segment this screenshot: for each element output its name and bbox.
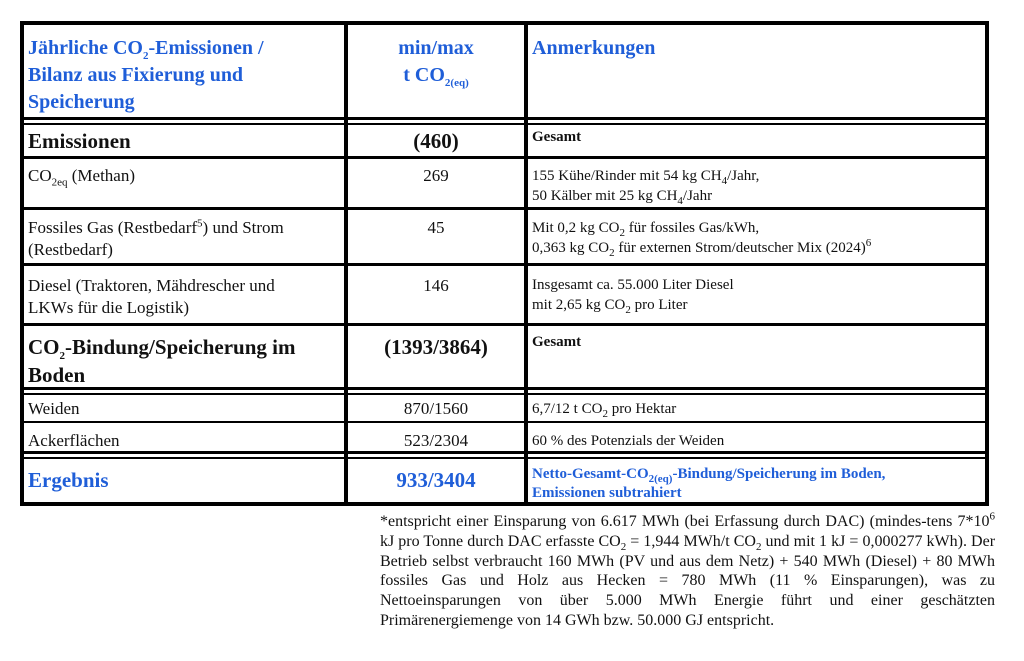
row-weiden-value: 870/1560 xyxy=(403,399,469,418)
row-weiden-note: 6,7/12 t $CO_2$ pro Hektar xyxy=(532,401,677,420)
footnote-text: *entspricht einer Einsparung von 6.617 MWh (bei Erfassung durch DAC) (mindes-tens $7*10^6$ kJ pro Tonne durch DAC erfasste $CO_2 = 1,944$ MWh/t $CO_2$ und mit 1 kJ = 0,000277 kWh). Der Betrieb selbst verbraucht 160 MWh (PV und aus dem Netz) + 540 MWh (Diesel) + 80 MWh fossiles Gas und Holz aus Hecken = 780 MWh (11 % Einsparungen), was zu Nettoeinsparungen von über 5.000 MWh Energie führt und einer geschätzten Primärenergiemenge von 14 GWh bzw. 50.000 GJ entspricht. xyxy=(380,510,996,629)
row-fossiles-gas-note: Mit 0,2 kg $CO_2$ für fossiles Gas/kWh, 0,363 kg $CO_2$ für externen Strom/deutscher Mix $(2024)^6$ xyxy=(532,220,872,259)
row-divider xyxy=(24,263,985,266)
section-emissionen-value: (460) xyxy=(413,129,459,153)
header-anmerkungen: Anmerkungen xyxy=(532,37,656,59)
row-methan-note: 155 Kühe/Rinder mit 54 kg $CH_4$/Jahr, 50 Kälber mit 25 kg $CH_4$/Jahr xyxy=(532,168,760,207)
row-divider xyxy=(24,117,985,120)
row-divider xyxy=(24,123,985,125)
row-divider xyxy=(24,457,985,459)
section-ergebnis-note: Netto-$Gesamt-CO_{2(eq)}-Bindung$/Speicherung im Boden, Emissionen subtrahiert xyxy=(532,466,886,501)
row-divider xyxy=(24,421,985,423)
section-bindung-label: $CO_2-Bindung$/Speicherung im Boden xyxy=(28,335,296,387)
row-methan-label: $CO_{2eq}$ (Methan) xyxy=(28,166,136,189)
row-divider xyxy=(24,393,985,395)
section-ergebnis-label: Ergebnis xyxy=(28,468,109,492)
section-bindung-value: (1393/3864) xyxy=(384,335,488,359)
row-ackerflaechen-label: Ackerflächen xyxy=(28,431,120,450)
section-bindung-note: Gesamt xyxy=(532,334,582,350)
row-fossiles-gas-label: Fossiles Gas (Restbedarf$^5$) und Strom (Restbedarf) xyxy=(28,217,284,259)
row-weiden-label: Weiden xyxy=(28,399,80,418)
section-ergebnis-value: 933/3404 xyxy=(396,468,476,492)
row-methan-value: 269 xyxy=(423,166,449,185)
row-diesel-note: Insgesamt ca. 55.000 Liter Diesel mit 2,65 kg $CO_2$ pro Liter xyxy=(532,277,734,316)
row-ackerflaechen-value: 523/2304 xyxy=(403,431,469,450)
header-minmax: min/max t $CO_{2(eq)}$ xyxy=(398,37,474,89)
row-divider xyxy=(24,207,985,210)
row-fossiles-gas-value: 45 xyxy=(427,218,445,237)
row-diesel-value: 146 xyxy=(423,276,449,295)
row-diesel-label: Diesel (Traktoren, Mähdrescher und LKWs für die Logistik) xyxy=(28,276,275,317)
header-title: Jährliche $CO_2$-Emissionen / Bilanz aus Fixierung und Speicherung xyxy=(28,37,264,113)
row-divider xyxy=(24,323,985,326)
section-emissionen-label: Emissionen xyxy=(28,129,131,153)
row-divider xyxy=(24,156,985,159)
row-ackerflaechen-note: 60 % des Potenzials der Weiden xyxy=(532,433,725,449)
section-emissionen-note: Gesamt xyxy=(532,129,582,145)
co2-balance-table xyxy=(20,21,989,506)
